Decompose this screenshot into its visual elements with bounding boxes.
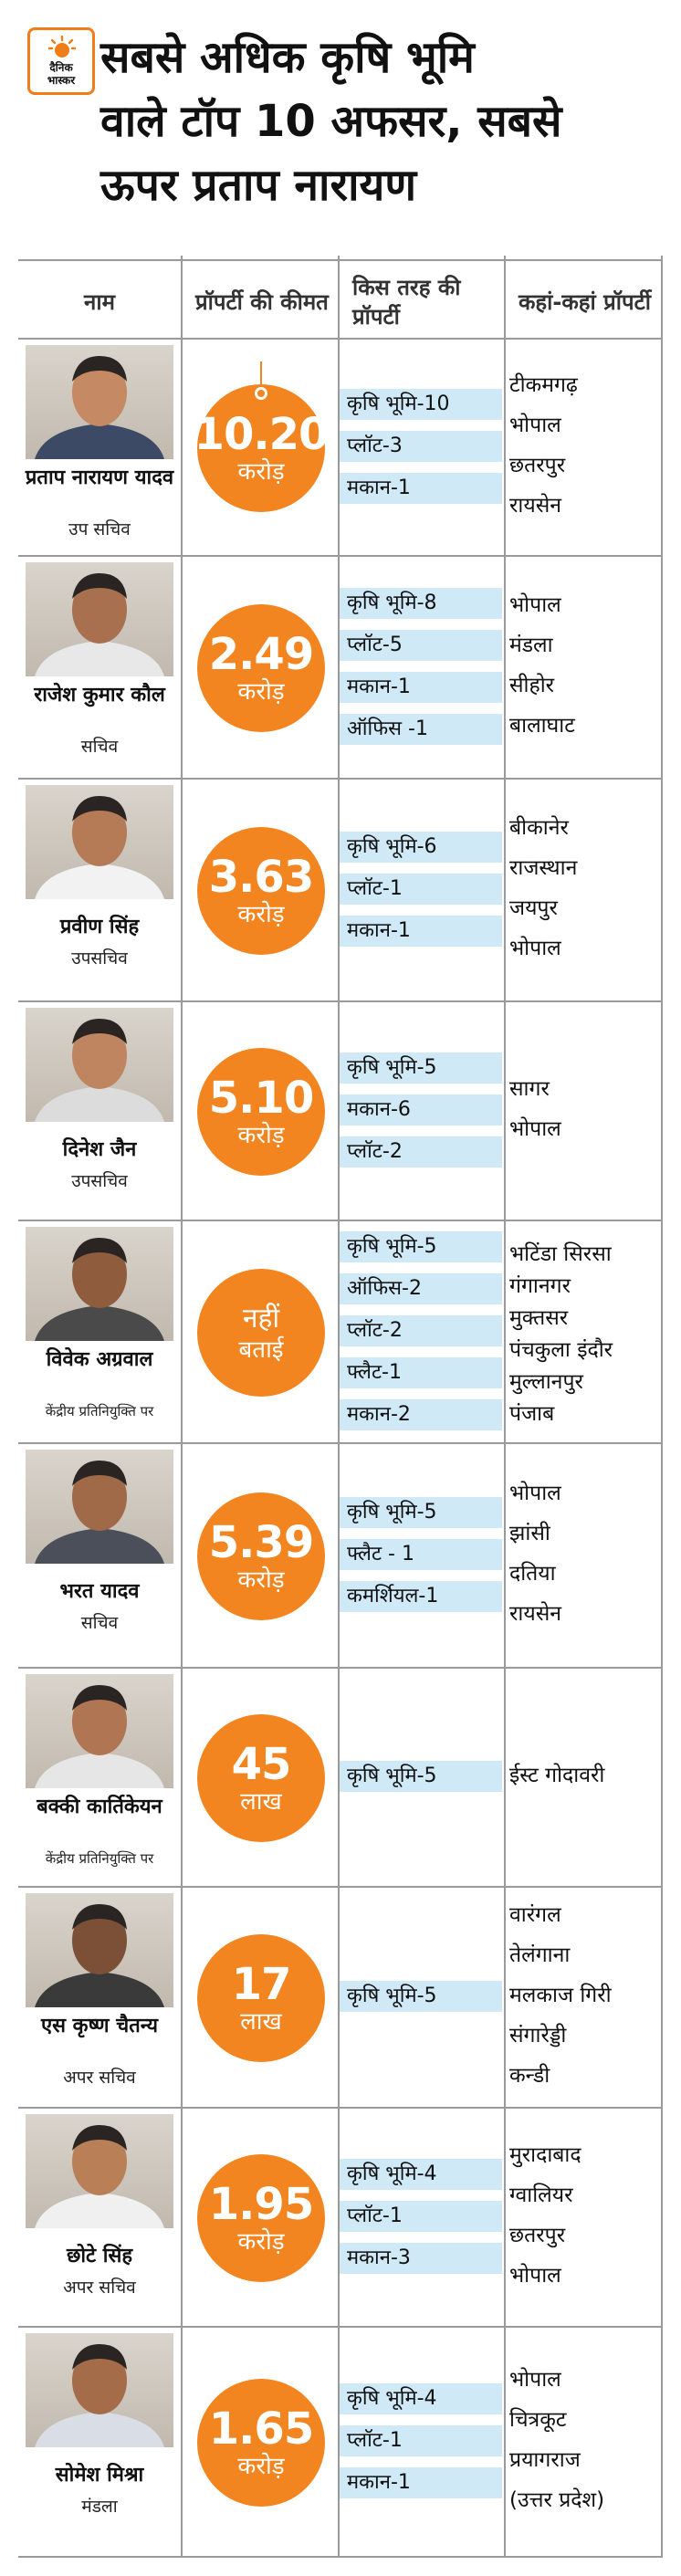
property-value: 5.10 [208, 1073, 314, 1124]
location-item: संगारेड्डी [509, 2024, 567, 2047]
property-type-item: फ्लैट - 1 [340, 1539, 502, 1570]
location-item: मुक्तसर [509, 1306, 569, 1330]
location-item: ईस्ट गोदावरी [509, 1764, 605, 1787]
property-value: 3.63 [208, 852, 314, 903]
location-item: वारंगल [509, 1903, 561, 1927]
officer-row [18, 2107, 663, 2326]
column-header-type: किस तरह की प्रॉपर्टी [352, 275, 461, 330]
location-item: मलकाज गिरी [509, 1984, 612, 2007]
property-value-unit: लाख [240, 1788, 282, 1816]
logo-line2: भास्कर [47, 74, 76, 87]
property-type-item: मकान-3 [340, 2243, 502, 2274]
property-value-badge [197, 1048, 325, 1176]
location-item: चित्रकूट [509, 2408, 567, 2432]
officer-photo [26, 785, 173, 899]
officer-designation: केंद्रीय प्रतिनियुक्ति पर [45, 1403, 154, 1419]
property-type-item: कृषि भूमि-5 [340, 1497, 502, 1528]
officer-name: प्रवीण सिंह [59, 916, 140, 938]
pin-dot-icon [255, 387, 267, 400]
person-silhouette-icon [26, 785, 173, 899]
property-type-item: कृषि भूमि-6 [340, 832, 502, 863]
property-value-unit: करोड़ [237, 458, 285, 486]
person-silhouette-icon [26, 1674, 173, 1788]
location-item: मंडला [509, 634, 553, 657]
location-item: भोपाल [509, 593, 561, 617]
officer-photo [26, 1450, 173, 1564]
property-type-item: कृषि भूमि-8 [340, 588, 502, 619]
property-type-item: प्लॉट-3 [340, 431, 502, 462]
officer-photo [26, 1227, 173, 1341]
property-type-item: मकान-2 [340, 1399, 502, 1430]
property-value-badge [197, 604, 325, 732]
property-value: 1.95 [208, 2179, 314, 2230]
column-header-name: नाम [84, 289, 115, 315]
officer-designation: मंडला [81, 2497, 118, 2517]
location-item: भोपाल [509, 1117, 561, 1141]
person-silhouette-icon [26, 345, 173, 459]
location-item: ग्वालियर [509, 2183, 573, 2207]
location-item: भोपाल [509, 2368, 561, 2392]
property-value-unit: करोड़ [237, 2453, 285, 2480]
location-item: रायसेन [509, 1602, 562, 1626]
location-item: छतरपुर [509, 454, 566, 477]
officer-photo [26, 1893, 173, 2007]
officer-name: राजेश कुमार कौल [34, 684, 165, 707]
property-type-item: ऑफिस-2 [340, 1273, 502, 1304]
headline [100, 26, 666, 217]
property-value: 5.39 [208, 1517, 314, 1568]
property-value-unit: करोड़ [237, 1122, 285, 1149]
property-type-item: कृषि भूमि-10 [340, 389, 502, 420]
person-silhouette-icon [26, 2333, 173, 2447]
location-item: (उत्तर प्रदेश) [509, 2488, 605, 2512]
property-value: 10.20 [194, 409, 329, 460]
location-item: सागर [509, 1077, 550, 1101]
officer-photo [26, 1674, 173, 1788]
property-type-item: प्लॉट-2 [340, 1315, 502, 1346]
property-type-item: मकान-1 [340, 473, 502, 504]
location-item: राजस्थान [509, 856, 578, 880]
location-item: रायसेन [509, 494, 562, 518]
officer-designation: सचिव [80, 737, 119, 757]
officer-row [18, 1000, 663, 1220]
officer-designation: केंद्रीय प्रतिनियुक्ति पर [45, 1850, 154, 1867]
officer-name: दिनेश जैन [62, 1138, 137, 1161]
property-type-item: प्लॉट-2 [340, 1136, 502, 1168]
property-type-item: फ्लैट-1 [340, 1357, 502, 1388]
property-value-badge [197, 1492, 325, 1620]
officer-designation: अपर सचिव [63, 2068, 136, 2088]
dainik-bhaskar-logo [27, 27, 95, 95]
location-item: मुरादाबाद [509, 2143, 581, 2167]
location-item: बीकानेर [509, 816, 569, 840]
officer-photo [26, 345, 173, 459]
location-item: कन्डी [509, 2064, 550, 2088]
property-type-item: कृषि भूमि-4 [340, 2159, 502, 2190]
location-item: भोपाल [509, 2264, 561, 2288]
officer-row [18, 1886, 663, 2107]
property-value-unit: करोड़ [237, 901, 285, 928]
property-value-badge [194, 384, 329, 512]
location-item: छतरपुर [509, 2224, 566, 2247]
property-type-item: कृषि भूमि-5 [340, 1761, 502, 1792]
property-type-item: ऑफिस -1 [340, 714, 502, 745]
property-type-item: कृषि भूमि-5 [340, 1981, 502, 2012]
sun-logo-icon [48, 36, 76, 58]
location-item: टीकमगढ़ [509, 373, 578, 397]
location-item: पंजाब [509, 1402, 555, 1426]
officer-designation: उप सचिव [68, 519, 131, 539]
location-item: भोपाल [509, 414, 561, 437]
property-value-unit: करोड़ [237, 2228, 285, 2256]
headline-line1: सबसे अधिक कृषि भूमि [100, 32, 475, 83]
officer-row [18, 2326, 663, 2556]
person-silhouette-icon [26, 1008, 173, 1122]
property-value-badge [197, 827, 325, 955]
officer-name: एस कृष्ण चैतन्य [40, 2015, 158, 2037]
officer-photo [26, 2333, 173, 2447]
officer-row [18, 778, 663, 1000]
officer-designation: अपर सचिव [63, 2278, 136, 2298]
officer-photo [26, 1008, 173, 1122]
officer-name: भरत यादव [59, 1580, 140, 1603]
property-type-item: प्लॉट-1 [340, 2201, 502, 2232]
property-type-item: कृषि भूमि-5 [340, 1052, 502, 1084]
person-silhouette-icon [26, 1893, 173, 2007]
headline-line2: वाले टॉप 10 अफसर, सबसे [100, 96, 562, 147]
headline-line3: ऊपर प्रताप नारायण [100, 160, 417, 211]
officer-row [18, 1442, 663, 1667]
property-type-item: मकान-1 [340, 672, 502, 703]
location-item: सीहोर [509, 674, 555, 697]
officer-row [18, 555, 663, 778]
person-silhouette-icon [26, 1450, 173, 1564]
property-value: 17 [231, 1959, 291, 2010]
location-item: भोपाल [509, 937, 561, 960]
property-value: 2.49 [208, 629, 314, 680]
location-item: भटिंडा सिरसा [509, 1242, 612, 1266]
officer-designation: उपसचिव [71, 1171, 128, 1191]
property-value-badge [197, 1934, 325, 2062]
property-value: 45 [231, 1739, 291, 1790]
property-value-badge [197, 1714, 325, 1842]
property-type-item: प्लॉट-1 [340, 2425, 502, 2456]
officer-name: बक्की कार्तिकेयन [37, 1796, 162, 1818]
officer-designation: सचिव [80, 1613, 119, 1633]
property-value-badge [197, 2379, 325, 2507]
property-type-item: मकान-1 [340, 2467, 502, 2498]
property-type-item: मकान-6 [340, 1094, 502, 1126]
officer-name: प्रताप नारायण यादव [25, 466, 174, 489]
property-value-badge [197, 1269, 325, 1397]
row-divider [18, 2556, 663, 2558]
location-item: जयपुर [509, 896, 558, 920]
column-header-where: कहां-कहां प्रॉपर्टी [519, 289, 651, 315]
property-type-item: कृषि भूमि-5 [340, 1231, 502, 1262]
property-type-item: कृषि भूमि-4 [340, 2383, 502, 2414]
property-type-item: प्लॉट-1 [340, 874, 502, 905]
location-item: पंचकुला इंदौर [509, 1338, 613, 1362]
officer-photo [26, 562, 173, 676]
officer-photo [26, 2114, 173, 2228]
property-value-unit: बताई [238, 1336, 284, 1364]
officer-row [18, 1667, 663, 1886]
location-item: प्रयागराज [509, 2448, 581, 2472]
officer-name: छोटे सिंह [66, 2245, 133, 2267]
location-item: दतिया [509, 1562, 556, 1586]
officer-row [18, 1220, 663, 1442]
location-item: गंगानगर [509, 1274, 571, 1298]
location-item: तेलंगाना [509, 1943, 571, 1967]
property-value-unit: करोड़ [237, 1566, 285, 1594]
property-value-badge [197, 2154, 325, 2282]
officer-designation: उपसचिव [71, 948, 128, 969]
property-value-unit: करोड़ [237, 678, 285, 706]
row-divider [18, 259, 663, 261]
location-item: भोपाल [509, 1482, 561, 1505]
person-silhouette-icon [26, 562, 173, 676]
logo-line1: दैनिक [49, 61, 73, 74]
property-type-item: प्लॉट-5 [340, 630, 502, 661]
property-value-unit: लाख [240, 2008, 282, 2036]
officer-name: सोमेश मिश्रा [55, 2464, 144, 2487]
property-type-item: मकान-1 [340, 916, 502, 947]
property-value: 1.65 [208, 2403, 314, 2455]
column-header-value: प्रॉपर्टी की कीमत [195, 289, 329, 315]
person-silhouette-icon [26, 2114, 173, 2228]
person-silhouette-icon [26, 1227, 173, 1341]
officer-name: विवेक अग्रवाल [46, 1348, 153, 1371]
location-item: बालाघाट [509, 714, 575, 738]
location-item: मुल्लानपुर [509, 1370, 583, 1394]
property-value: नहीं [242, 1303, 280, 1335]
location-item: झांसी [509, 1522, 550, 1545]
property-type-item: कमर्शियल-1 [340, 1581, 502, 1612]
officer-row [18, 338, 663, 555]
